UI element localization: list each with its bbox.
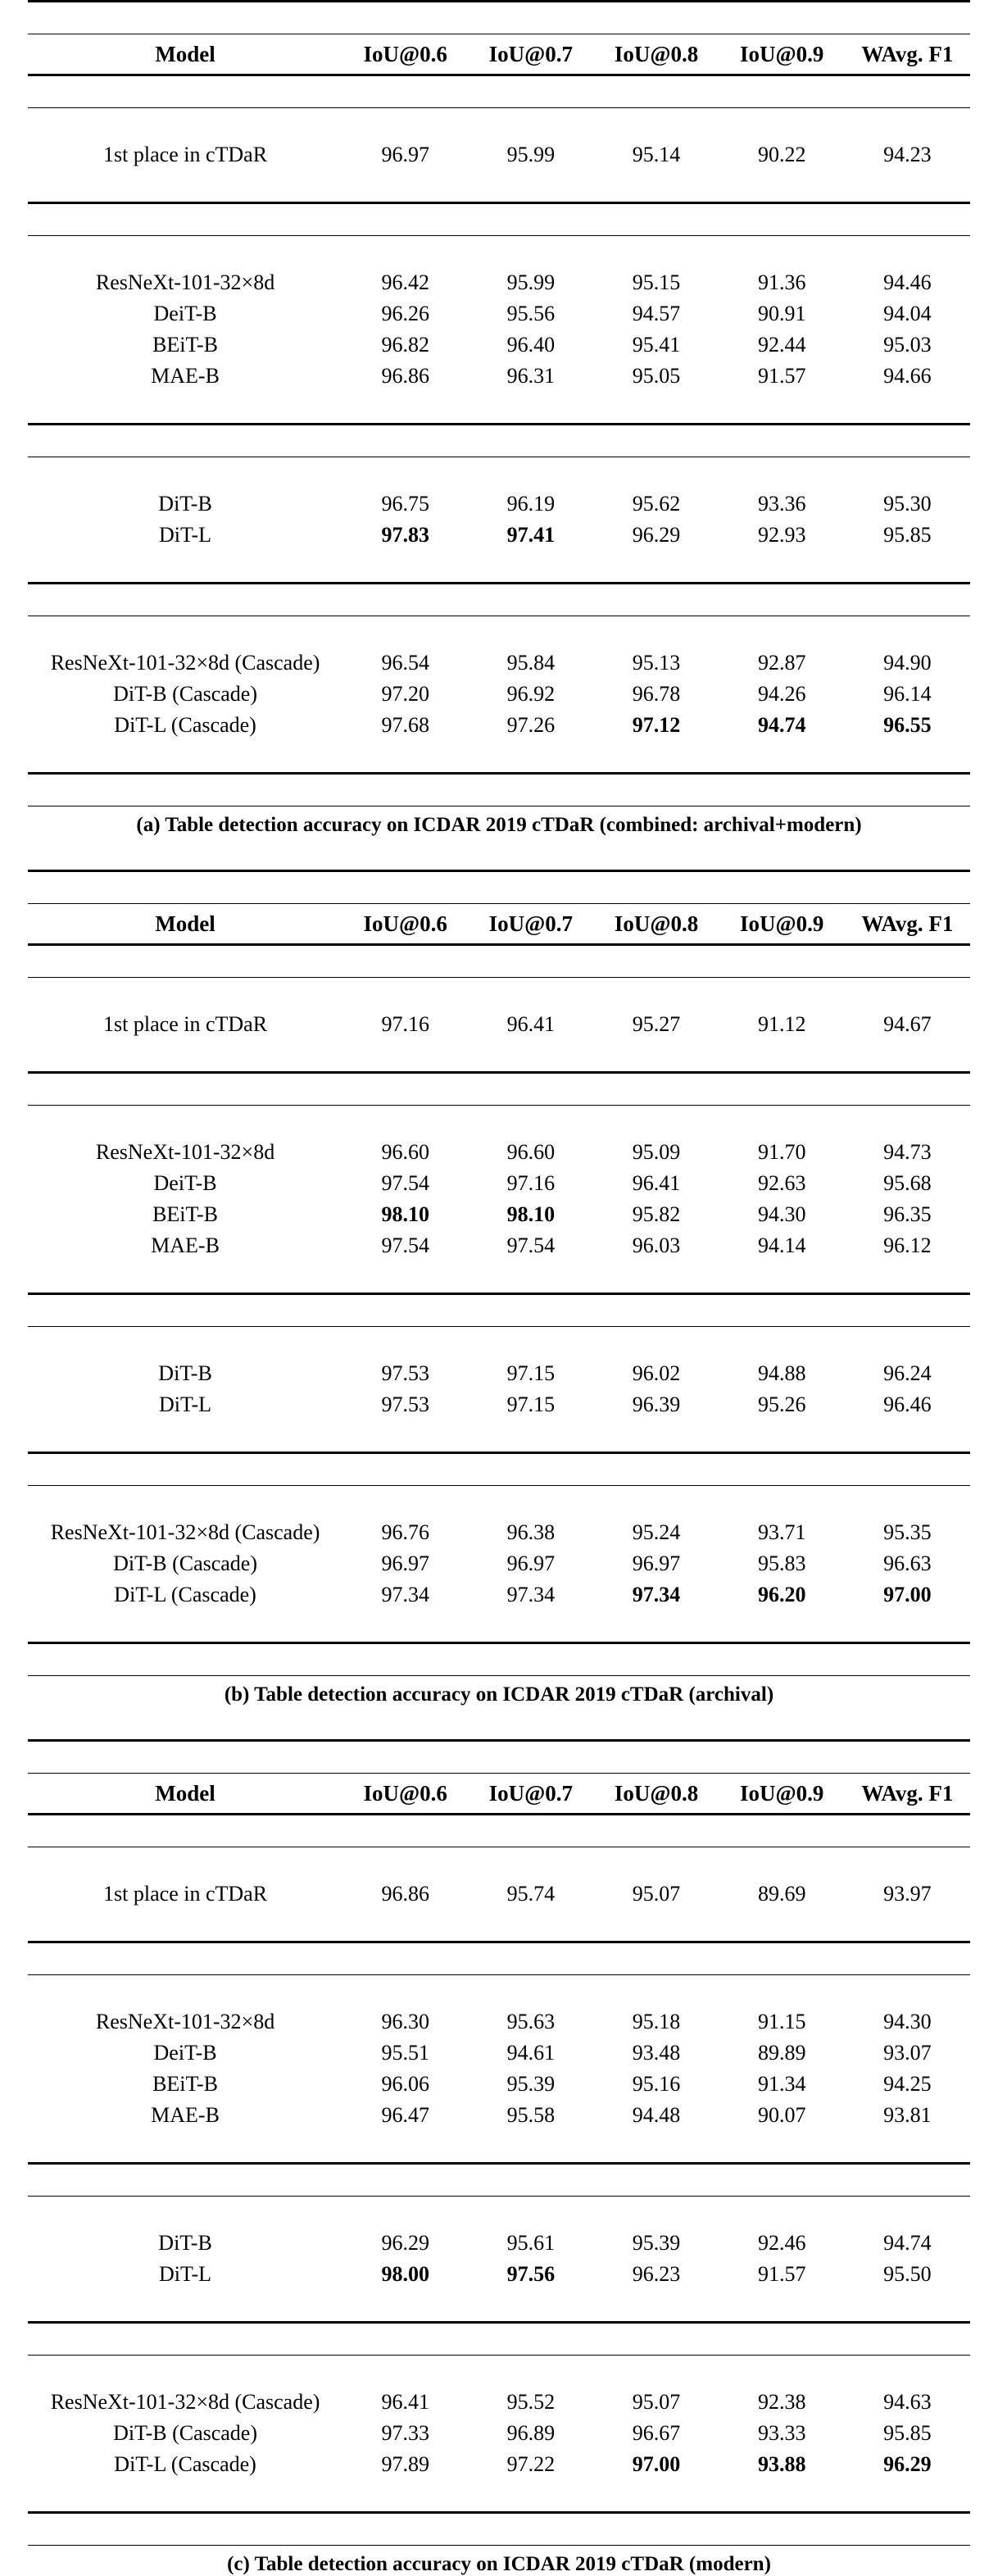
group-rule [28,425,970,457]
metric-cell: 95.18 [632,2010,681,2033]
metric-cell: 94.26 [757,682,806,706]
table-bottom-rule [28,774,970,806]
table-block [28,870,970,1706]
metric-cell: 93.97 [883,1882,932,1906]
row-gap [28,1847,970,1879]
metric-cell: 96.46 [883,1392,932,1416]
metric-cell: 95.50 [883,2262,932,2286]
model-name-cell: DiT-L [159,1392,212,1416]
model-name-cell: ResNeXt-101-32×8d [95,270,275,294]
table-block [28,1739,970,2576]
table-top-rule [28,2,970,34]
row-gap [28,1611,970,1643]
metric-cell: 93.81 [883,2103,932,2127]
metric-cell: 96.19 [506,492,556,516]
metric-cell: 92.44 [757,333,806,357]
metric-cell: 95.39 [632,2231,681,2255]
model-name-cell: DiT-B [158,492,212,516]
metric-cell: 94.25 [883,2072,932,2096]
metric-cell: 94.04 [883,302,932,325]
metric-cell: 96.86 [381,1882,429,1906]
metric-cell: 95.09 [632,1140,681,1164]
column-header: WAvg. F1 [861,911,954,936]
metric-cell: 94.57 [632,302,681,325]
row-gap [28,1486,970,1518]
metric-cell: 95.39 [506,2072,556,2096]
metric-cell: 93.36 [757,492,806,516]
group-rule [28,75,970,108]
metric-cell: 95.83 [757,1552,806,1575]
metric-cell: 95.51 [381,2041,429,2065]
row-gap [28,392,970,425]
group-rule [28,584,970,616]
row-gap [28,2197,970,2228]
group-rule [28,1942,970,1975]
group-rule [28,1294,970,1327]
metric-cell: 95.35 [883,1520,932,1544]
column-header: IoU@0.9 [740,911,824,936]
row-gap [28,170,970,203]
metric-cell: 95.13 [632,651,681,675]
metric-cell: 94.48 [632,2103,681,2127]
metric-cell: 96.67 [632,2421,681,2445]
metric-cell: 96.40 [506,333,556,357]
metric-cell: 97.00 [632,2452,681,2476]
metric-cell: 95.41 [632,333,681,357]
metric-cell: 95.24 [632,1520,681,1544]
metric-cell: 92.93 [757,523,806,547]
table-row [28,488,970,520]
metric-cell: 96.86 [381,364,429,388]
table-b [28,870,970,1676]
table-row [28,1579,970,1611]
metric-cell: 95.26 [757,1392,806,1416]
column-header: IoU@0.9 [740,1780,824,1806]
model-name-cell: DeiT-B [153,1171,217,1195]
table-top-rule [28,1741,970,1774]
metric-cell: 97.15 [506,1392,556,1416]
model-name-cell: BEiT-B [152,333,219,357]
model-name-cell: ResNeXt-101-32×8d [95,2010,275,2033]
metric-cell: 95.15 [632,270,681,294]
metric-cell: 95.05 [632,364,681,388]
metric-cell: 95.61 [506,2231,556,2255]
metric-cell: 96.75 [381,492,429,516]
table-block-gap [28,1706,970,1739]
table-c [28,1739,970,2546]
metric-cell: 92.87 [757,651,806,675]
table-header-row [28,34,970,75]
metric-cell: 94.30 [883,2010,932,2033]
metric-cell: 94.88 [757,1361,806,1385]
row-gap [28,1910,970,1942]
metric-cell: 97.83 [381,523,429,547]
metric-cell: 98.10 [506,1202,556,1226]
metric-cell: 93.71 [757,1520,806,1544]
column-header: IoU@0.6 [363,41,447,66]
metric-cell: 89.89 [757,2041,806,2065]
metric-cell: 96.23 [632,2262,681,2286]
metric-cell: 96.20 [757,1583,806,1606]
column-header: Model [155,911,215,936]
metric-cell: 94.90 [883,651,932,675]
row-gap [28,1975,970,2007]
table-bottom-rule [28,2513,970,2546]
table-caption: (a) Table detection accuracy on ICDAR 2019 cTDaR (combined: archival+modern) [136,814,862,836]
model-name-cell: DiT-B [158,2231,212,2255]
table-row [28,1517,970,1548]
metric-cell: 94.73 [883,1140,932,1164]
table-row [28,2259,970,2290]
metric-cell: 96.60 [381,1140,429,1164]
table-row [28,298,970,329]
table-block [28,0,970,837]
metric-cell: 96.76 [381,1520,429,1544]
metric-cell: 95.27 [632,1012,681,1036]
row-gap [28,1261,970,1294]
row-gap [28,2480,970,2513]
table-row [28,2069,970,2100]
metric-cell: 97.53 [381,1361,429,1385]
metric-cell: 97.20 [381,682,429,706]
metric-cell: 92.63 [757,1171,806,1195]
metric-cell: 94.30 [757,1202,806,1226]
table-row [28,2228,970,2259]
table-block-gap [28,837,970,870]
metric-cell: 95.74 [506,1882,556,1906]
table-row [28,679,970,710]
table-bottom-rule [28,1643,970,1676]
model-name-cell: DiT-B (Cascade) [113,1552,258,1575]
model-name-cell: MAE-B [151,1233,220,1257]
metric-cell: 90.22 [757,143,806,166]
metric-cell: 94.67 [883,1012,932,1036]
metric-cell: 96.97 [506,1552,556,1575]
row-gap [28,1420,970,1453]
metric-cell: 97.22 [506,2452,556,2476]
metric-cell: 94.74 [883,2231,932,2255]
column-header: Model [155,1780,215,1806]
metric-cell: 94.46 [883,270,932,294]
metric-cell: 95.14 [632,143,681,166]
metric-cell: 96.30 [381,2010,429,2033]
metric-cell: 96.41 [632,1171,681,1195]
table-row [28,2387,970,2418]
model-name-cell: ResNeXt-101-32×8d (Cascade) [50,651,320,675]
metric-cell: 96.63 [883,1552,932,1575]
model-name-cell: 1st place in cTDaR [103,143,268,166]
row-gap [28,741,970,774]
metric-cell: 96.97 [381,143,429,166]
metric-cell: 96.29 [883,2452,932,2476]
metric-cell: 95.07 [632,2390,681,2414]
table-row [28,1137,970,1168]
tables-root [28,0,970,2576]
metric-cell: 96.97 [381,1552,429,1575]
metric-cell: 92.38 [757,2390,806,2414]
table-top-rule [28,871,970,904]
table-row [28,1548,970,1579]
column-header: IoU@0.7 [488,1780,574,1806]
metric-cell: 94.23 [883,143,932,166]
metric-cell: 98.10 [381,1202,429,1226]
metric-cell: 96.06 [381,2072,429,2096]
table-row [28,1009,970,1040]
metric-cell: 91.57 [757,2262,806,2286]
row-gap [28,1040,970,1073]
table-row [28,647,970,679]
metric-cell: 97.89 [381,2452,429,2476]
row-gap [28,2290,970,2323]
group-rule [28,1453,970,1486]
metric-cell: 94.66 [883,364,932,388]
table-row [28,1879,970,1910]
model-name-cell: DiT-B (Cascade) [113,682,258,706]
metric-cell: 96.39 [632,1392,681,1416]
metric-cell: 95.03 [883,333,932,357]
model-name-cell: DiT-B (Cascade) [113,2421,258,2445]
column-header: IoU@0.7 [488,911,574,936]
model-name-cell: DiT-L [159,2262,212,2286]
metric-cell: 97.56 [506,2262,556,2286]
model-name-cell: 1st place in cTDaR [103,1882,268,1906]
metric-cell: 96.26 [381,302,429,325]
metric-cell: 93.88 [757,2452,806,2476]
metric-cell: 97.16 [506,1171,556,1195]
model-name-cell: DiT-L (Cascade) [114,713,256,737]
column-header: IoU@0.9 [740,41,824,66]
model-name-cell: DiT-L [159,523,212,547]
metric-cell: 96.29 [381,2231,429,2255]
metric-cell: 96.31 [506,364,556,388]
metric-cell: 97.41 [506,523,556,547]
group-rule [28,2323,970,2356]
table-row [28,361,970,392]
metric-cell: 93.07 [883,2041,932,2065]
model-name-cell: DiT-L (Cascade) [114,2452,256,2476]
model-name-cell: DeiT-B [153,2041,217,2065]
group-rule [28,945,970,978]
metric-cell: 97.54 [506,1233,556,1257]
table-row [28,1230,970,1261]
metric-cell: 97.34 [506,1583,556,1606]
model-name-cell: ResNeXt-101-32×8d (Cascade) [50,1520,320,1544]
column-header: Model [155,41,215,66]
metric-cell: 94.61 [506,2041,556,2065]
metric-cell: 90.07 [757,2103,806,2127]
metric-cell: 95.62 [632,492,681,516]
table-row [28,1199,970,1230]
column-header: WAvg. F1 [861,41,954,66]
metric-cell: 91.36 [757,270,806,294]
metric-cell: 96.12 [883,1233,932,1257]
table-row [28,267,970,298]
metric-cell: 97.54 [381,1233,429,1257]
column-header: IoU@0.6 [363,911,447,936]
table-row [28,1168,970,1199]
table-row [28,2100,970,2131]
metric-cell: 89.69 [757,1882,806,1906]
table-row [28,2449,970,2480]
metric-cell: 95.85 [883,2421,932,2445]
metric-cell: 96.02 [632,1361,681,1385]
metric-cell: 97.33 [381,2421,429,2445]
metric-cell: 95.16 [632,2072,681,2096]
metric-cell: 93.48 [632,2041,681,2065]
table-header-row [28,904,970,945]
metric-cell: 97.26 [506,713,556,737]
metric-cell: 91.12 [757,1012,806,1036]
table-row [28,520,970,551]
metric-cell: 96.35 [883,1202,932,1226]
row-gap [28,2131,970,2164]
table-row [28,710,970,741]
metric-cell: 96.42 [381,270,429,294]
metric-cell: 97.15 [506,1361,556,1385]
model-name-cell: MAE-B [151,364,220,388]
metric-cell: 97.68 [381,713,429,737]
table-header-row [28,1774,970,1815]
metric-cell: 96.60 [506,1140,556,1164]
row-gap [28,1106,970,1138]
group-rule [28,2164,970,2197]
metric-cell: 96.89 [506,2421,556,2445]
metric-cell: 94.74 [757,713,806,737]
row-gap [28,616,970,648]
group-rule [28,203,970,236]
column-header: IoU@0.8 [614,41,699,66]
metric-cell: 96.14 [883,682,932,706]
metric-cell: 96.54 [381,651,429,675]
metric-cell: 96.92 [506,682,556,706]
column-header: IoU@0.6 [363,1780,447,1806]
table-row [28,139,970,170]
metric-cell: 95.85 [883,523,932,547]
metric-cell: 95.82 [632,1202,681,1226]
metric-cell: 96.24 [883,1361,932,1385]
metric-cell: 96.38 [506,1520,556,1544]
metric-cell: 96.03 [632,1233,681,1257]
row-gap [28,1327,970,1359]
column-header: IoU@0.7 [488,41,574,66]
metric-cell: 96.41 [506,1012,556,1036]
metric-cell: 97.34 [381,1583,429,1606]
model-name-cell: MAE-B [151,2103,220,2127]
model-name-cell: DeiT-B [153,302,217,325]
model-name-cell: DiT-L (Cascade) [114,1583,256,1606]
model-name-cell: BEiT-B [152,1202,219,1226]
column-header: IoU@0.8 [614,911,699,936]
metric-cell: 93.33 [757,2421,806,2445]
metric-cell: 90.91 [757,302,806,325]
model-name-cell: DiT-B [158,1361,212,1385]
metric-cell: 97.12 [632,713,681,737]
metric-cell: 95.07 [632,1882,681,1906]
table-row [28,1389,970,1420]
model-name-cell: 1st place in cTDaR [103,1012,268,1036]
table-row [28,2006,970,2038]
metric-cell: 94.63 [883,2390,932,2414]
model-name-cell: BEiT-B [152,2072,219,2096]
row-gap [28,108,970,140]
metric-cell: 95.63 [506,2010,556,2033]
model-name-cell: ResNeXt-101-32×8d (Cascade) [50,2390,320,2414]
metric-cell: 96.78 [632,682,681,706]
row-gap [28,457,970,489]
group-rule [28,1073,970,1106]
metric-cell: 91.57 [757,364,806,388]
table-a [28,0,970,806]
metric-cell: 97.16 [381,1012,429,1036]
metric-cell: 91.34 [757,2072,806,2096]
metric-cell: 95.58 [506,2103,556,2127]
table-row [28,2038,970,2069]
metric-cell: 91.15 [757,2010,806,2033]
row-gap [28,551,970,584]
metric-cell: 92.46 [757,2231,806,2255]
row-gap [28,2356,970,2387]
table-row [28,1358,970,1389]
model-name-cell: ResNeXt-101-32×8d [95,1140,275,1164]
table-caption: (c) Table detection accuracy on ICDAR 2019 cTDaR (modern) [227,2553,771,2575]
table-row [28,2418,970,2449]
table-row [28,329,970,361]
metric-cell: 96.47 [381,2103,429,2127]
metric-cell: 95.84 [506,651,556,675]
metric-cell: 91.70 [757,1140,806,1164]
metric-cell: 97.53 [381,1392,429,1416]
metric-cell: 97.34 [632,1583,681,1606]
metric-cell: 95.68 [883,1171,932,1195]
row-gap [28,978,970,1010]
table-caption: (b) Table detection accuracy on ICDAR 2019 cTDaR (archival) [224,1683,774,1706]
metric-cell: 95.30 [883,492,932,516]
metric-cell: 95.56 [506,302,556,325]
column-header: IoU@0.8 [614,1780,699,1806]
metric-cell: 97.00 [883,1583,932,1606]
group-rule [28,1815,970,1847]
metric-cell: 96.55 [883,713,932,737]
metric-cell: 96.82 [381,333,429,357]
metric-cell: 95.99 [506,270,556,294]
metric-cell: 95.52 [506,2390,556,2414]
metric-cell: 94.14 [757,1233,806,1257]
metric-cell: 95.99 [506,143,556,166]
metric-cell: 96.41 [381,2390,429,2414]
metric-cell: 98.00 [381,2262,429,2286]
metric-cell: 96.97 [632,1552,681,1575]
row-gap [28,236,970,268]
column-header: WAvg. F1 [861,1780,954,1806]
metric-cell: 97.54 [381,1171,429,1195]
metric-cell: 96.29 [632,523,681,547]
